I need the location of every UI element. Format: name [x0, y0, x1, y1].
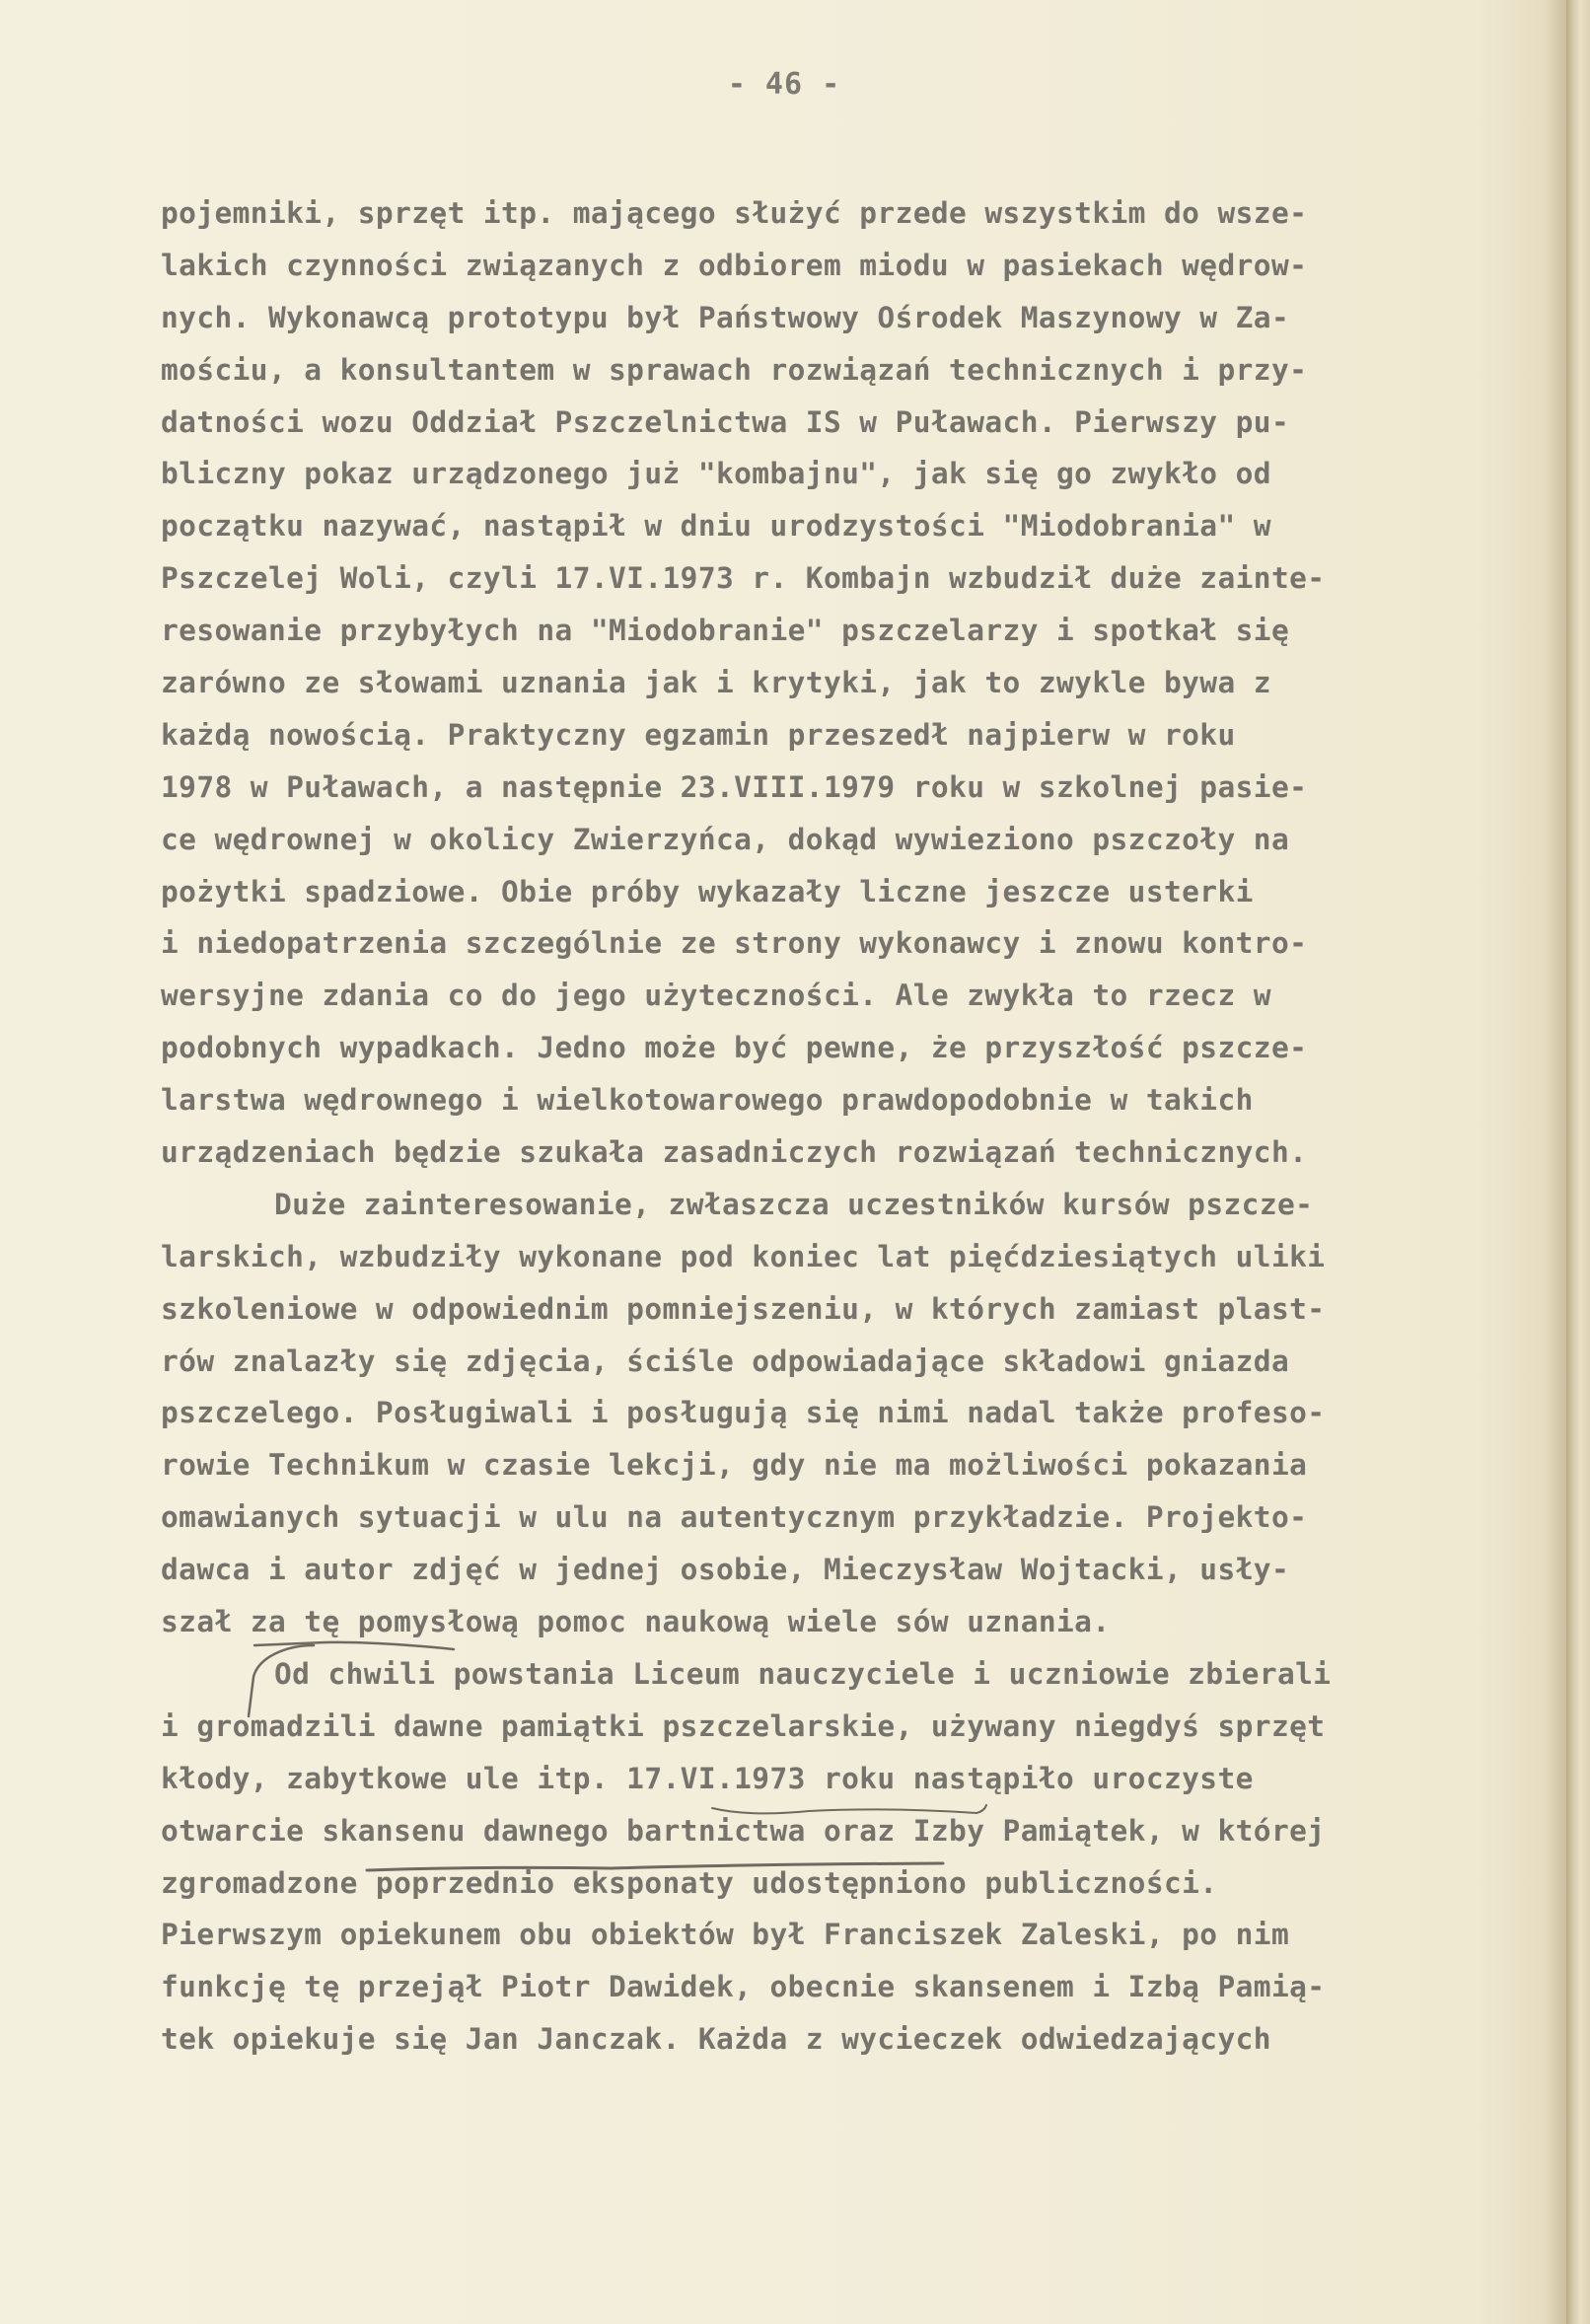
text-line: rów znalazły się zdjęcia, ściśle odpowiadające składowi gniazda [161, 1344, 1290, 1378]
text-line: datności wozu Oddział Pszczelnictwa IS w Puławach. Pierwszy pu- [161, 404, 1290, 439]
text-line: omawianych sytuacji w ulu na autentycznym przykładzie. Projekto- [161, 1500, 1308, 1535]
text-line: rowie Technikum w czasie lekcji, gdy nie ma możliwości pokazania [161, 1448, 1308, 1483]
text-line: kłody, zabytkowe ule itp. 17.VI.1973 roku nastąpiło uroczyste [161, 1761, 1254, 1795]
text-line: otwarcie skansenu dawnego bartnictwa oraz Izby Pamiątek, w której [161, 1813, 1326, 1848]
text-line: Od chwili powstania Liceum nauczyciele i uczniowie zbierali [274, 1656, 1332, 1691]
text-line: i niedopatrzenia szczególnie ze strony wykonawcy i znowu kontro- [161, 926, 1308, 961]
text-line: pożytki spadziowe. Obie próby wykazały liczne jeszcze usterki [161, 874, 1254, 908]
text-line: szał za tę pomysłową pomoc naukową wiele sów uznania. [161, 1605, 1111, 1639]
page-number: - 46 - [727, 67, 841, 102]
text-line: wersyjne zdania co do jego użyteczności. Ale zwykła to rzecz w [161, 979, 1271, 1013]
text-line: larstwa wędrownego i wielkotowarowego prawdopodobnie w takich [161, 1083, 1254, 1118]
body-text [161, 187, 1561, 2066]
text-line: każdą nowością. Praktyczny egzamin przeszedł najpierw w roku [161, 717, 1236, 752]
text-line: larskich, wzbudziły wykonane pod koniec lat pięćdziesiątych uliki [161, 1239, 1326, 1273]
text-line: resowanie przybyłych na "Miodobranie" pszczelarzy i spotkał się [161, 614, 1290, 648]
text-line: 1978 w Puławach, a następnie 23.VIII.1979 roku w szkolnej pasie- [161, 769, 1308, 804]
text-line: pszczelego. Posługiwali i posługują się nimi nadal także profeso- [161, 1396, 1326, 1430]
text-line: Duże zainteresowanie, zwłaszcza uczestników kursów pszcze- [274, 1187, 1314, 1221]
text-line: i gromadzili dawne pamiątki pszczelarskie, używany niegdyś sprzęt [161, 1708, 1326, 1743]
text-line: początku nazywać, nastąpił w dniu urodzystości "Miodobrania" w [161, 509, 1271, 544]
text-line: zarówno ze słowami uznania jak i krytyki, jak to zwykle bywa z [161, 666, 1271, 700]
text-line: funkcję tę przejął Piotr Dawidek, obecnie skansenem i Izbą Pamią- [161, 1970, 1326, 2004]
text-line: tek opiekuje się Jan Janczak. Każda z wycieczek odwiedzających [161, 2022, 1271, 2057]
text-line: szkoleniowe w odpowiednim pomniejszeniu, w których zamiast plast- [161, 1291, 1326, 1326]
text-line: podobnych wypadkach. Jedno może być pewne, że przyszłość pszcze- [161, 1031, 1308, 1065]
text-line: dawca i autor zdjęć w jednej osobie, Mieczysław Wojtacki, usły- [161, 1553, 1290, 1587]
text-line: zgromadzone poprzednio eksponaty udostępniono publiczności. [161, 1865, 1218, 1900]
text-line: lakich czynności związanych z odbiorem miodu w pasiekach wędrow- [161, 248, 1308, 282]
text-line: urządzeniach będzie szukała zasadniczych rozwiązań technicznych. [161, 1135, 1308, 1170]
text-line: bliczny pokaz urządzonego już "kombajnu", jak się go zwykło od [161, 457, 1271, 491]
text-line: nych. Wykonawcą prototypu był Państwowy Ośrodek Maszynowy w Za- [161, 300, 1290, 334]
text-line: pojemniki, sprzęt itp. mającego służyć przede wszystkim do wsze- [161, 196, 1308, 230]
page-edge-shadow [1566, 0, 1590, 2324]
text-line: Pierwszym opiekunem obu obiektów był Franciszek Zaleski, po nim [161, 1918, 1290, 1952]
text-line: Pszczelej Woli, czyli 17.VI.1973 r. Kombajn wzbudził duże zainte- [161, 561, 1326, 596]
text-line: ce wędrownej w okolicy Zwierzyńca, dokąd wywieziono pszczoły na [161, 822, 1290, 856]
text-line: mościu, a konsultantem w sprawach rozwiązań technicznych i przy- [161, 352, 1308, 387]
